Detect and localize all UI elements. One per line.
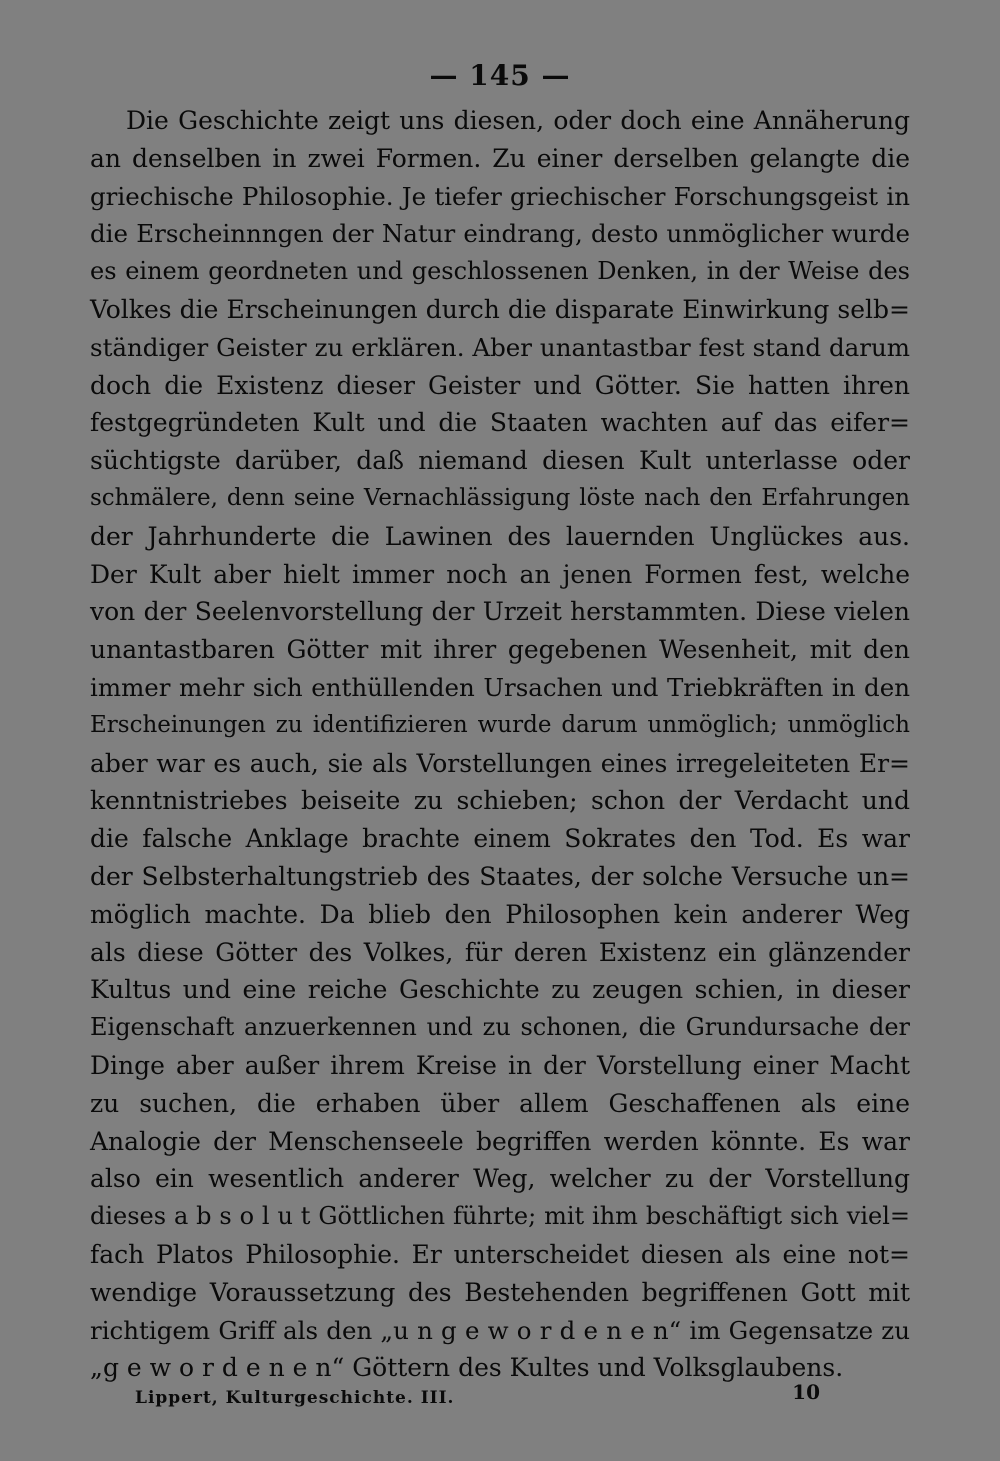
text-line: süchtigste darüber, daß niemand diesen Kult unterlasse oder [90,446,910,476]
author-title: Lippert, Kulturgeschichte. III. [135,1388,455,1408]
text-line: Die Geschichte zeigt uns diesen, oder doch eine Annäherung [126,106,910,135]
text-line: die falsche Anklage brachte einem Sokrates den Tod. Es war [90,824,910,854]
text-line: Kultus und eine reiche Geschichte zu zeugen schien, in dieser [90,975,910,1005]
text-line: von der Seelenvorstellung der Urzeit herstammten. Diese vielen [90,597,910,627]
text-line: doch die Existenz dieser Geister und Götter. Sie hatten ihren [90,370,910,400]
text-line: zu suchen, die erhaben über allem Geschaffenen als eine [90,1088,910,1118]
text-line: die Erscheinnngen der Natur eindrang, desto unmöglicher wurde [90,219,910,249]
text-line: kenntnistriebes beiseite zu schieben; schon der Verdacht und [90,786,910,816]
text-line: an denselben in zwei Formen. Zu einer derselben gelangte die [90,143,910,173]
text-line: möglich machte. Da blieb den Philosophen kein anderer Weg [90,899,910,929]
text-line: festgegründeten Kult und die Staaten wachten auf das eifer= [90,408,910,438]
text-line: als diese Götter des Volkes, für deren Existenz ein glänzender [90,937,910,967]
text-line: Eigenschaft anzuerkennen und zu schonen, die Grundursache der [90,1013,910,1042]
text-line: aber war es auch, sie als Vorstellungen eines irregeleiteten Er= [90,748,910,778]
text-line: Analogie der Menschenseele begriffen werden könnte. Es war [90,1126,910,1156]
text-line: also ein wesentlich anderer Weg, welcher zu der Vorstellung [90,1164,910,1194]
page-footer [135,1380,820,1414]
text-line: schmälere, denn seine Vernachlässigung löste nach den Erfahrungen [90,484,910,511]
text-line: Der Kult aber hielt immer noch an jenen Formen fest, welche [90,559,910,589]
signature-mark: 10 [792,1380,820,1404]
text-line: es einem geordneten und geschlossenen Denken, in der Weise des [90,257,910,286]
text-line: der Selbsterhaltungstrieb des Staates, der solche Versuche un= [90,861,910,891]
text-line: fach Platos Philosophie. Er unterscheidet diesen als eine not= [90,1239,910,1269]
text-line: Erscheinungen zu identifizieren wurde darum unmöglich; unmöglich [90,711,910,738]
text-line: Volkes die Erscheinungen durch die disparate Einwirkung selb= [90,294,910,324]
text-line: wendige Voraussetzung des Bestehenden begriffenen Gott mit [90,1277,910,1307]
text-line: „g e w o r d e n e n“ Göttern des Kultes und Volksglaubens. [90,1353,844,1383]
text-line: Dinge aber außer ihrem Kreise in der Vorstellung einer Macht [90,1050,910,1080]
text-line: immer mehr sich enthüllenden Ursachen und Triebkräften in den [90,672,910,702]
text-line: unantastbaren Götter mit ihrer gegebenen Wesenheit, mit den [90,635,910,665]
text-line: griechische Philosophie. Je tiefer griechischer Forschungsgeist in [90,181,910,211]
text-line: der Jahrhunderte die Lawinen des lauernden Unglückes aus. [90,521,910,551]
text-line: richtigem Griff als den „u n g e w o r d e n e n“ im Gegensatze zu [90,1315,910,1345]
text-line: dieses a b s o l u t Göttlichen führte; mit ihm beschäftigt sich viel= [90,1202,910,1231]
body-text [90,102,910,1387]
page-number: — 145 — [429,59,571,92]
text-line: ständiger Geister zu erklären. Aber unantastbar fest stand darum [90,332,910,362]
